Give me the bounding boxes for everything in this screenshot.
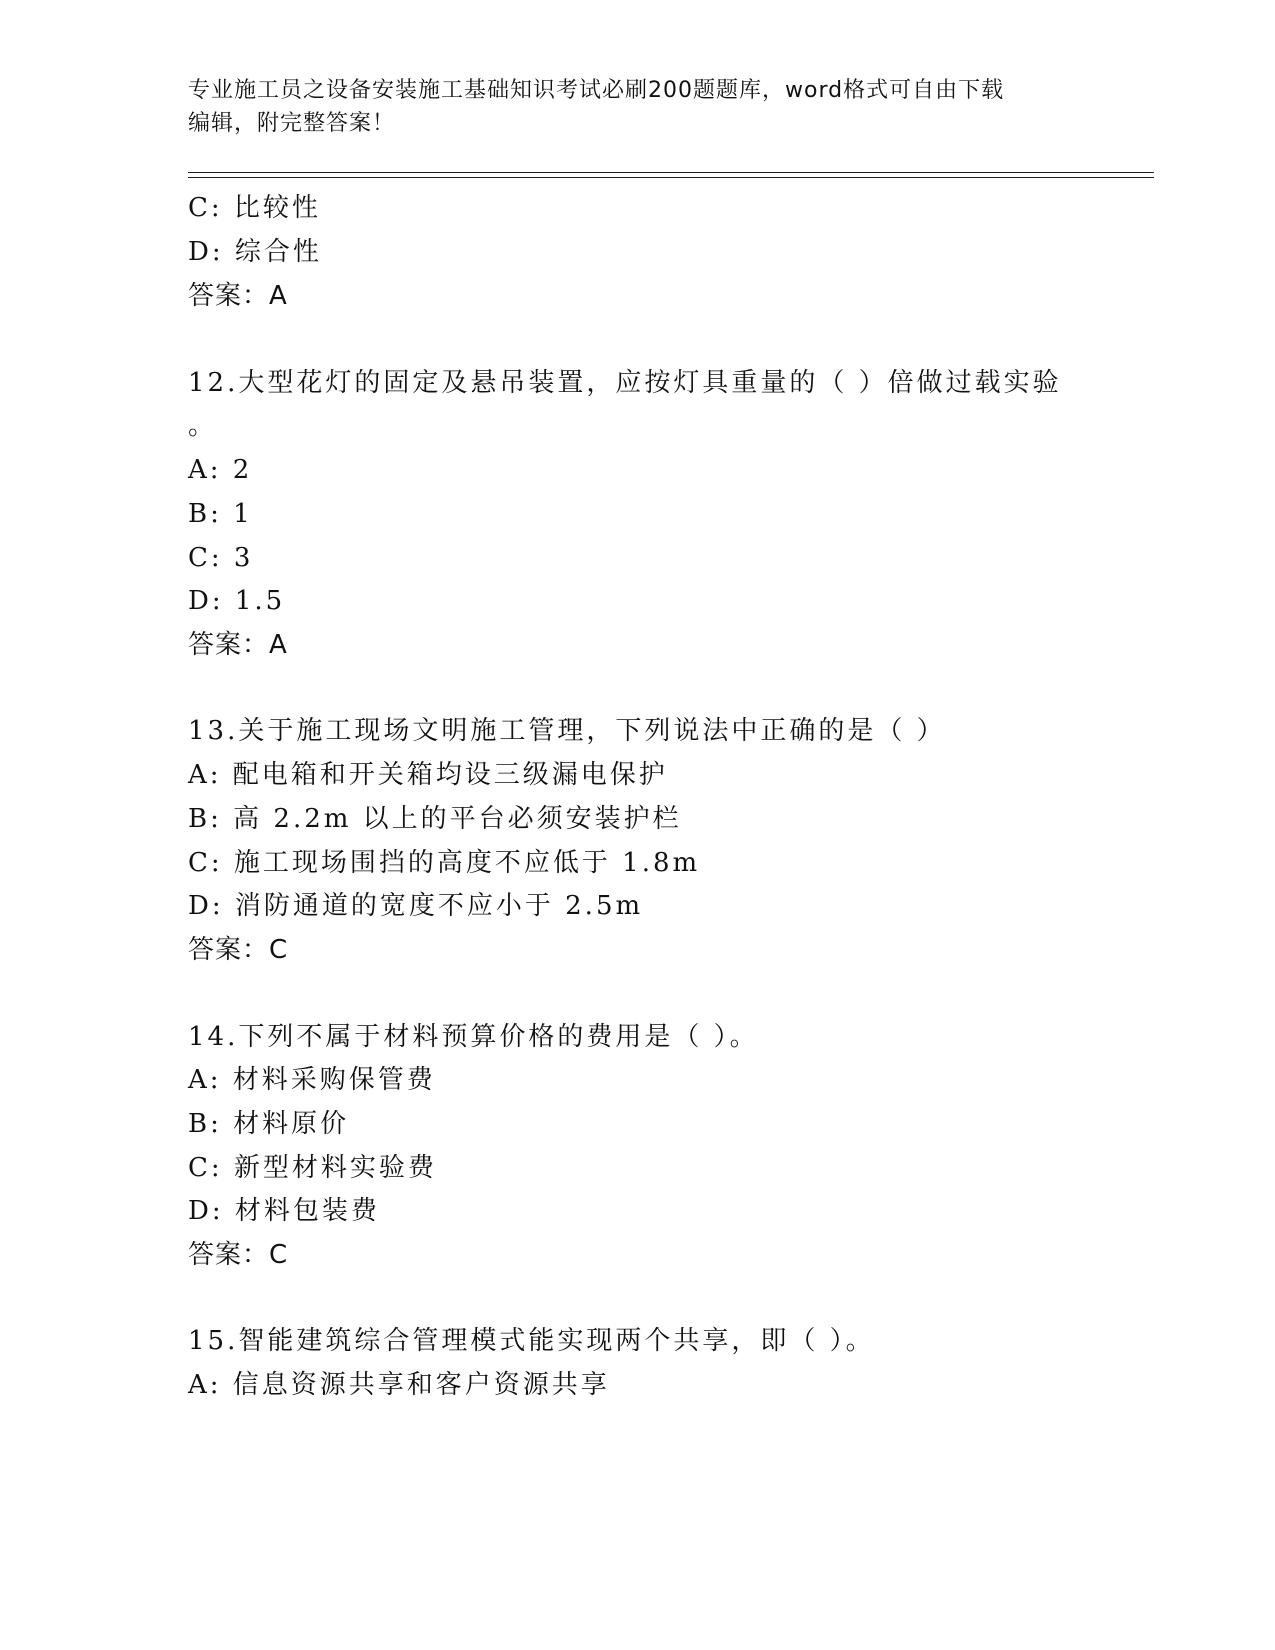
header-line-1: 专业施工员之设备安装施工基础知识考试必刷200题题库，word格式可自由下载: [188, 78, 1005, 103]
page-header: [188, 74, 1088, 140]
q15-option-a: A: 信息资源共享和客户资源共享: [188, 1370, 610, 1400]
q11-option-c: C: 比较性: [188, 193, 321, 223]
q11-answer: 答案：A: [188, 281, 288, 311]
q13-option-d: D: 消防通道的宽度不应小于 2.5m: [188, 891, 644, 921]
q13-option-b: B: 高 2.2m 以上的平台必须安装护栏: [188, 804, 682, 834]
q13-stem: 13.关于施工现场文明施工管理，下列说法中正确的是（ ）: [188, 716, 946, 746]
q15-stem: 15.智能建筑综合管理模式能实现两个共享，即（ ）。: [188, 1326, 875, 1356]
q14-option-a: A: 材料采购保管费: [188, 1065, 436, 1095]
q12-stem: 12.大型花灯的固定及悬吊装置，应按灯具重量的（ ）倍做过载实验: [188, 368, 1062, 398]
q12-stem-continued: 。: [188, 411, 218, 441]
q12-answer: 答案：A: [188, 630, 288, 660]
q13-answer: 答案：C: [188, 935, 289, 965]
header-line-2: 编辑，附完整答案！: [188, 111, 396, 136]
q12-option-a: A: 2: [188, 455, 253, 485]
q14-option-b: B: 材料原价: [188, 1109, 350, 1139]
q13-option-a: A: 配电箱和开关箱均设三级漏电保护: [188, 760, 668, 790]
q14-option-c: C: 新型材料实验费: [188, 1153, 437, 1183]
header-rule-bottom: [188, 177, 1154, 178]
q12-option-d: D: 1.5: [188, 586, 286, 616]
q14-answer: 答案：C: [188, 1240, 289, 1270]
q11-option-d: D: 综合性: [188, 237, 322, 267]
q12-option-b: B: 1: [188, 499, 253, 529]
q14-option-d: D: 材料包装费: [188, 1196, 380, 1226]
q12-option-c: C: 3: [188, 543, 254, 573]
header-rule-top: [188, 172, 1154, 173]
q14-stem: 14.下列不属于材料预算价格的费用是（ ）。: [188, 1022, 759, 1052]
q13-option-c: C: 施工现场围挡的高度不应低于 1.8m: [188, 848, 701, 878]
